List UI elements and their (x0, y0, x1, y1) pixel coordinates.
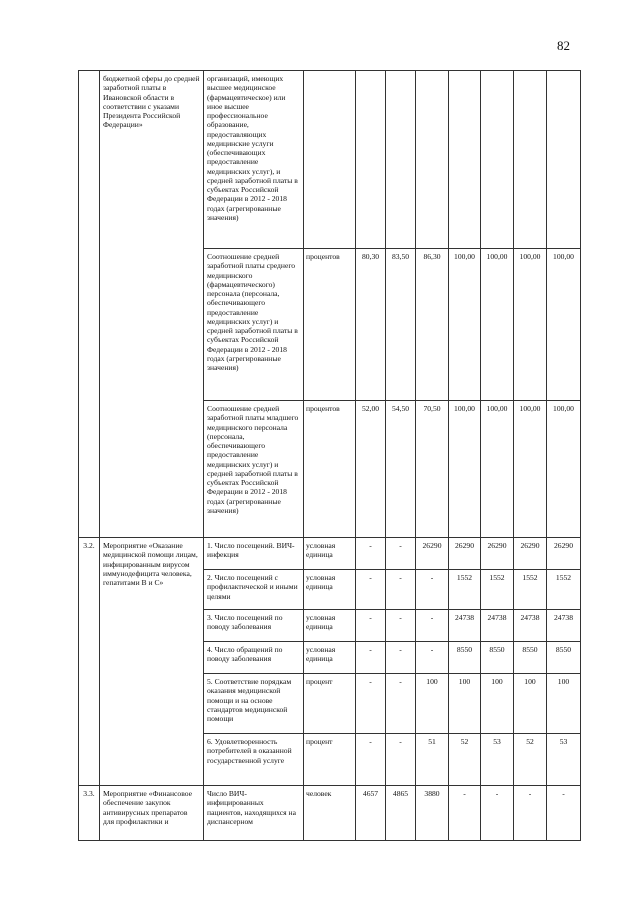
value-cell: 100,00 (514, 401, 547, 538)
indicator-cell: 3. Число посещений по поводу заболевания (204, 610, 304, 642)
value-cell: - (386, 538, 416, 570)
value-cell: 1552 (547, 570, 581, 610)
row-number-cell: 3.2. (79, 538, 100, 786)
value-cell: 8550 (547, 642, 581, 674)
value-cell: 70,50 (416, 401, 449, 538)
value-cell: 26290 (514, 538, 547, 570)
unit-cell: человек (304, 786, 356, 841)
value-cell: 100,00 (514, 249, 547, 401)
event-cell: Мероприятие «Финансовое обеспечение закупок антивирусных препаратов для профилактики и (100, 786, 204, 841)
value-cell: - (386, 570, 416, 610)
row-number-cell: 3.3. (79, 786, 100, 841)
value-cell: 1552 (449, 570, 481, 610)
value-cell: 4865 (386, 786, 416, 841)
value-cell: 100,00 (481, 401, 514, 538)
value-cell: - (386, 674, 416, 734)
value-cell: 4657 (356, 786, 386, 841)
value-cell: - (356, 734, 386, 786)
value-cell: 80,30 (356, 249, 386, 401)
unit-cell: процентов (304, 249, 356, 401)
value-cell: 8550 (481, 642, 514, 674)
value-cell: 24738 (547, 610, 581, 642)
indicator-cell: Соотношение средней заработной платы среднего медицинского (фармацевтического) персонала (персонала, обеспечивающего предоставление медицинских услуг) и средней заработной платы в субъектах Российской Федерации в 2012 - 2018 годах (агрегированные значения) (204, 249, 304, 401)
unit-cell: процент (304, 734, 356, 786)
value-cell: 26290 (449, 538, 481, 570)
value-cell: - (356, 538, 386, 570)
table-body (79, 71, 581, 841)
value-cell: 24738 (481, 610, 514, 642)
value-cell: 8550 (514, 642, 547, 674)
unit-cell: процент (304, 674, 356, 734)
value-cell: - (416, 610, 449, 642)
value-cell: 100 (449, 674, 481, 734)
unit-cell: условная единица (304, 538, 356, 570)
value-cell: - (416, 570, 449, 610)
value-cell: - (356, 674, 386, 734)
unit-cell: условная единица (304, 570, 356, 610)
value-cell: - (356, 642, 386, 674)
value-cell: 1552 (481, 570, 514, 610)
indicator-cell: 1. Число посещений. ВИЧ-инфекция (204, 538, 304, 570)
unit-cell: условная единица (304, 642, 356, 674)
value-cell: 53 (547, 734, 581, 786)
value-cell: 24738 (449, 610, 481, 642)
indicator-cell: 4. Число обращений по поводу заболевания (204, 642, 304, 674)
value-cell: 51 (416, 734, 449, 786)
value-cell: 100 (514, 674, 547, 734)
indicator-cell: 6. Удовлетворенность потребителей в оказанной государственной услуге (204, 734, 304, 786)
unit-cell (304, 71, 356, 249)
row-number-cell (79, 71, 100, 538)
value-cell: 83,50 (386, 249, 416, 401)
unit-cell: процентов (304, 401, 356, 538)
indicator-cell: 2. Число посещений с профилактической и иными целями (204, 570, 304, 610)
value-cell: - (386, 610, 416, 642)
value-cell: 54,50 (386, 401, 416, 538)
value-cell: - (386, 642, 416, 674)
value-cell (416, 71, 449, 249)
value-cell (514, 71, 547, 249)
value-cell: 100,00 (449, 401, 481, 538)
value-cell: 24738 (514, 610, 547, 642)
value-cell (481, 71, 514, 249)
value-cell: - (416, 642, 449, 674)
value-cell: 100,00 (547, 401, 581, 538)
indicator-cell: организаций, имеющих высшее медицинское (фармацевтическое) или иное высшее профессиональное образование, предоставляющих медицинские услуги (обеспечивающих предоставление медицинских услуг), и средней заработной платы в субъектах Российской Федерации в 2012 - 2018 годах (агрегированные значения) (204, 71, 304, 249)
value-cell: - (356, 570, 386, 610)
value-cell: 100,00 (449, 249, 481, 401)
value-cell: - (449, 786, 481, 841)
value-cell: 100 (481, 674, 514, 734)
table-row (79, 786, 581, 841)
value-cell: 86,30 (416, 249, 449, 401)
event-cell: бюджетной сферы до средней заработной платы в Ивановской области в соответствии с указами Президента Российской Федерации» (100, 71, 204, 538)
value-cell: 52 (449, 734, 481, 786)
value-cell: - (356, 610, 386, 642)
value-cell: 100,00 (481, 249, 514, 401)
value-cell: 3880 (416, 786, 449, 841)
value-cell: 52 (514, 734, 547, 786)
value-cell (547, 71, 581, 249)
value-cell: 52,00 (356, 401, 386, 538)
value-cell: 100 (547, 674, 581, 734)
value-cell: 100 (416, 674, 449, 734)
value-cell: 26290 (547, 538, 581, 570)
value-cell: 26290 (481, 538, 514, 570)
indicators-table (78, 70, 581, 841)
value-cell: - (481, 786, 514, 841)
table-row (79, 538, 581, 570)
value-cell: 53 (481, 734, 514, 786)
value-cell: - (386, 734, 416, 786)
value-cell: 8550 (449, 642, 481, 674)
unit-cell: условная единица (304, 610, 356, 642)
value-cell: 100,00 (547, 249, 581, 401)
value-cell: 1552 (514, 570, 547, 610)
page-number: 82 (557, 38, 570, 53)
indicator-cell: Соотношение средней заработной платы младшего медицинского персонала (персонала, обеспечивающего предоставление медицинских услуг) и средней заработной платы в субъектах Российской Федерации в 2012 - 2018 годах (агрегированные значения) (204, 401, 304, 538)
indicator-cell: Число ВИЧ-инфицированных пациентов, находящихся на диспансерном (204, 786, 304, 841)
value-cell (449, 71, 481, 249)
value-cell (386, 71, 416, 249)
indicator-cell: 5. Соответствие порядкам оказания медицинской помощи и на основе стандартов медицинской помощи (204, 674, 304, 734)
value-cell: 26290 (416, 538, 449, 570)
event-cell: Мероприятие «Оказание медицинской помощи лицам, инфицированным вирусом иммунодефицита человека, гепатитами В и С» (100, 538, 204, 786)
value-cell: - (514, 786, 547, 841)
table-row (79, 71, 581, 249)
value-cell (356, 71, 386, 249)
value-cell: - (547, 786, 581, 841)
